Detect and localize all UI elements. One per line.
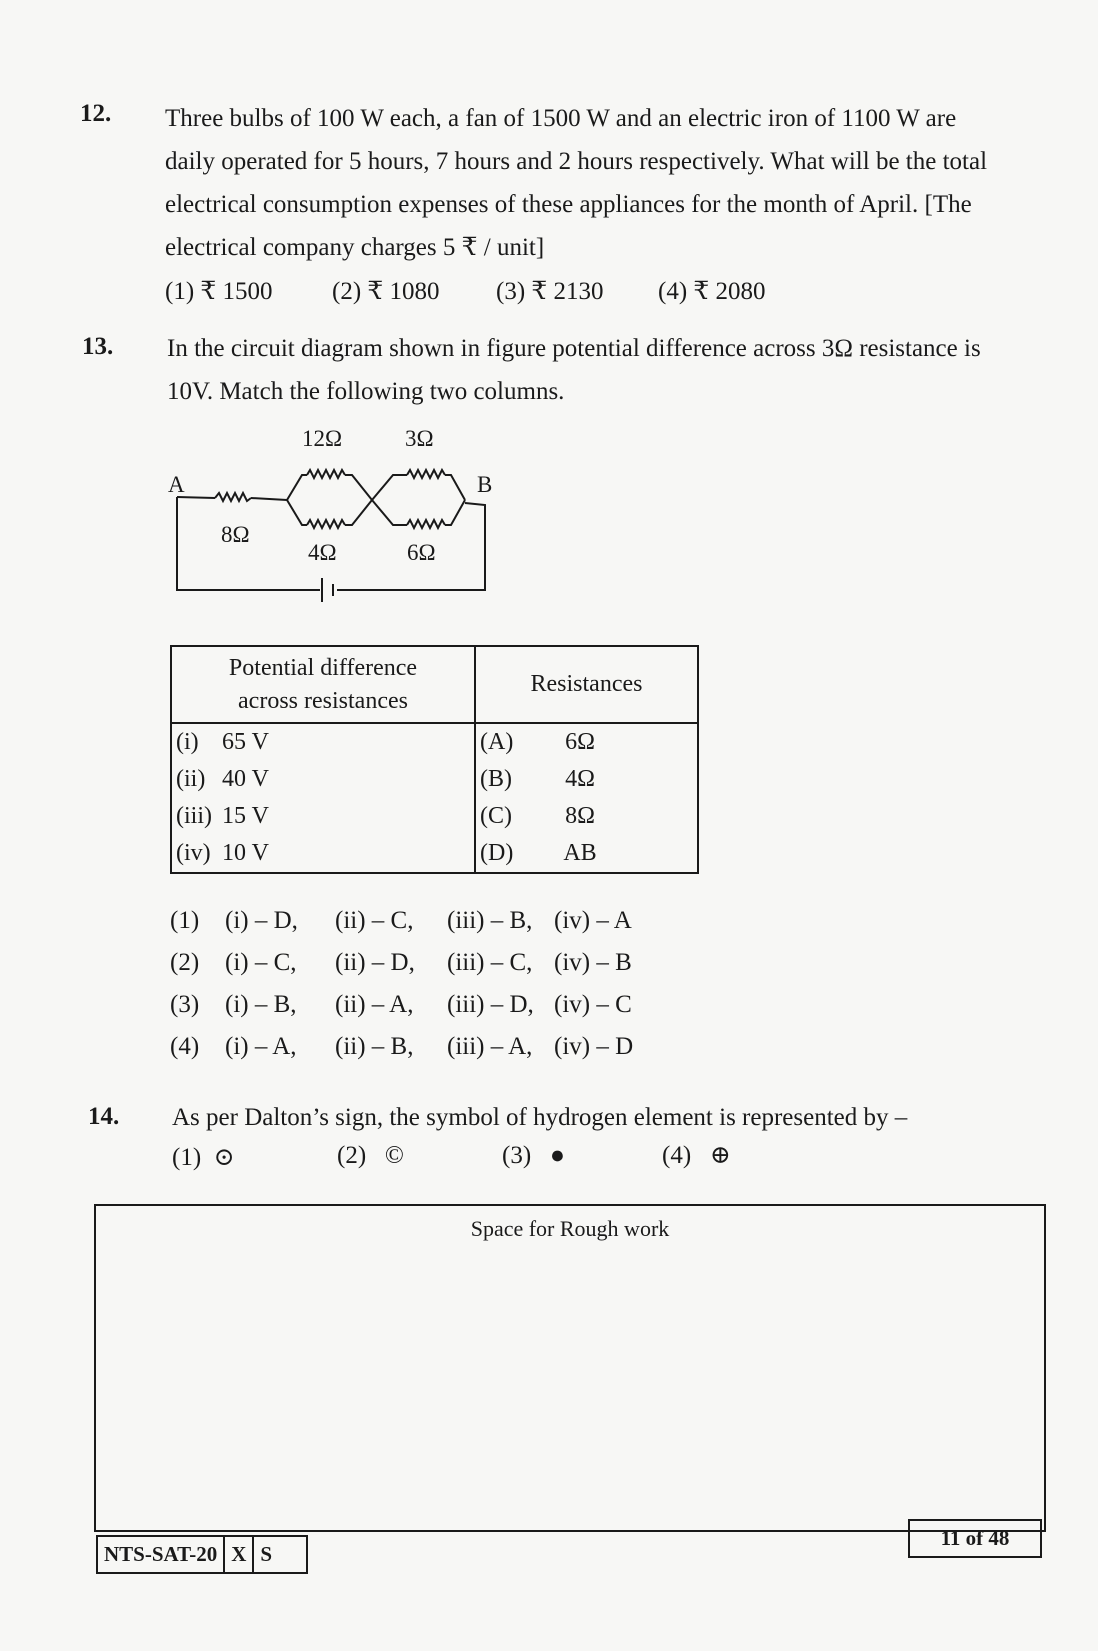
branch-left-bottom	[287, 500, 307, 525]
circuit-label-a: A	[168, 472, 185, 497]
q12-number: 12.	[80, 100, 112, 127]
q12-option-1: (1) ₹ 1500	[165, 278, 273, 305]
answer-part: (ii) – D,	[335, 949, 415, 976]
branch-right-bottom	[372, 500, 407, 525]
answer-part: (iii) – B,	[447, 907, 533, 934]
table-cell-left	[171, 798, 475, 835]
q14-option-4	[662, 1140, 731, 1170]
table-row	[171, 723, 698, 761]
circled-plus-icon: ⊕	[709, 1142, 731, 1169]
option-label: (1)	[172, 1144, 202, 1171]
table-row	[171, 761, 698, 798]
q12-option-3: (3) ₹ 2130	[496, 278, 604, 305]
circuit-label-8ohm: 8Ω	[221, 522, 250, 547]
column-header-resistances: Resistances	[475, 646, 698, 723]
branch-left-bottom-end	[345, 500, 372, 525]
answer-part: (i) – D,	[225, 907, 298, 934]
column-header-potential	[171, 646, 475, 723]
branch-left-top-end	[345, 475, 372, 500]
q12-option-2: (2) ₹ 1080	[332, 278, 440, 305]
row-num: (i)	[176, 729, 199, 755]
row-num: (iv)	[176, 840, 211, 866]
answer-label: (1)	[170, 907, 200, 934]
q14-option-1	[172, 1142, 235, 1172]
dot-circle-icon: ⊙	[213, 1144, 235, 1171]
circuit-label-4ohm: 4Ω	[308, 540, 337, 565]
q14-number: 14.	[88, 1103, 120, 1130]
row-code: (B)	[480, 766, 512, 792]
table-row	[171, 798, 698, 835]
row-resistance: 6Ω	[565, 729, 595, 755]
answer-part: (i) – C,	[225, 949, 297, 976]
filled-circle-icon: ●	[549, 1142, 566, 1169]
answer-label: (2)	[170, 949, 200, 976]
answer-label: (3)	[170, 991, 200, 1018]
branch-left-top	[287, 475, 307, 500]
branch-right-top	[372, 475, 407, 500]
row-code: (D)	[480, 840, 514, 866]
row-resistance: 8Ω	[565, 803, 595, 829]
table-cell-left	[171, 723, 475, 761]
row-resistance: AB	[563, 840, 597, 866]
row-num: (iii)	[176, 803, 212, 829]
resistor-8ohm-zigzag	[215, 493, 251, 501]
option-label: (3)	[502, 1142, 532, 1169]
q13-number: 13.	[82, 333, 114, 360]
circuit-label-6ohm: 6Ω	[407, 540, 436, 565]
resistor-12ohm-zigzag	[307, 470, 345, 478]
circuit-label-12ohm: 12Ω	[302, 426, 343, 451]
q12-line: Three bulbs of 100 W each, a fan of 1500 W and an electric iron of 1100 W are	[165, 105, 957, 132]
circuit-label-b: B	[477, 472, 493, 497]
circuit-label-3ohm: 3Ω	[405, 426, 434, 451]
q12-option-4: (4) ₹ 2080	[658, 278, 766, 305]
match-table-header	[171, 646, 698, 723]
row-value: 40 V	[222, 766, 269, 792]
answer-part: (i) – A,	[225, 1033, 297, 1060]
table-cell-left	[171, 761, 475, 798]
header-line: across resistances	[238, 687, 408, 714]
answer-part: (iii) – C,	[447, 949, 533, 976]
q14-text: As per Dalton’s sign, the symbol of hydrogen element is represented by –	[172, 1104, 908, 1131]
resistor-6ohm-zigzag	[407, 520, 445, 528]
answer-part: (iv) – C	[554, 991, 632, 1018]
paper-code-box	[96, 1535, 308, 1574]
table-cell-right	[475, 835, 698, 873]
resistor-3ohm-zigzag	[407, 470, 445, 478]
q13-line: 10V. Match the following two columns.	[167, 378, 565, 405]
rough-work-label: Space for Rough work	[470, 1216, 670, 1241]
resistor-4ohm-zigzag	[307, 520, 345, 528]
paper-code: NTS-SAT-20	[104, 1542, 218, 1566]
row-code: (A)	[480, 729, 514, 755]
paper-code-box-1: X	[223, 1537, 252, 1572]
wire-8ohm-to-node	[251, 498, 287, 500]
answer-part: (iii) – A,	[447, 1033, 533, 1060]
row-value: 10 V	[222, 840, 269, 866]
answer-label: (4)	[170, 1033, 200, 1060]
q14-option-3	[502, 1142, 565, 1170]
row-num: (ii)	[176, 766, 206, 792]
copyright-icon: ©	[384, 1142, 404, 1169]
answer-part: (iv) – A	[554, 907, 632, 934]
row-resistance: 4Ω	[565, 766, 595, 792]
answer-part: (iv) – B	[554, 949, 632, 976]
table-cell-right	[475, 723, 698, 761]
option-label: (2)	[337, 1142, 367, 1169]
answer-part: (ii) – C,	[335, 907, 414, 934]
answer-part: (iii) – D,	[447, 991, 534, 1018]
answer-part: (iv) – D	[554, 1033, 634, 1060]
branch-right-top-end	[445, 475, 465, 500]
q12-line: electrical consumption expenses of these appliances for the month of April. [The	[165, 191, 972, 218]
table-row	[171, 835, 698, 873]
row-code: (C)	[480, 803, 512, 829]
q14-option-2	[337, 1142, 404, 1170]
row-value: 65 V	[222, 729, 269, 755]
q12-line: electrical company charges 5 ₹ / unit]	[165, 234, 545, 261]
row-value: 15 V	[222, 803, 269, 829]
answer-part: (ii) – B,	[335, 1033, 414, 1060]
table-cell-right	[475, 798, 698, 835]
q12-line: daily operated for 5 hours, 7 hours and 2 hours respectively. What will be the total	[165, 148, 988, 175]
table-cell-left	[171, 835, 475, 873]
match-table	[170, 645, 699, 874]
answer-part: (ii) – A,	[335, 991, 414, 1018]
option-label: (4)	[662, 1142, 692, 1169]
table-cell-right	[475, 761, 698, 798]
page-number: 11 of 48	[908, 1519, 1042, 1558]
rough-work-area	[94, 1204, 1046, 1532]
header-line: Potential difference	[228, 654, 418, 681]
answer-part: (i) – B,	[225, 991, 297, 1018]
paper-code-box-2: S	[252, 1537, 306, 1572]
branch-right-bottom-end	[445, 500, 465, 525]
q13-line: In the circuit diagram shown in figure potential difference across 3Ω resistance is	[167, 335, 981, 362]
